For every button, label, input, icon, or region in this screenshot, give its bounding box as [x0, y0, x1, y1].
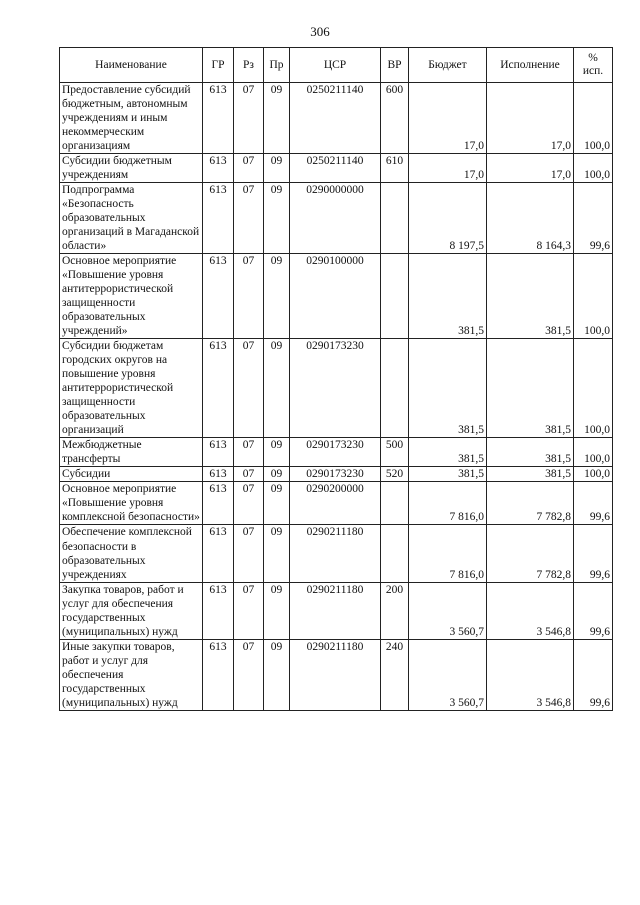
cell-gr: 613: [203, 183, 234, 254]
cell-vr: 600: [381, 83, 409, 154]
cell-pr: 09: [264, 438, 290, 467]
cell-csr: 0290100000: [290, 254, 381, 339]
header-percent-symbol: %: [588, 51, 598, 64]
cell-gr: 613: [203, 639, 234, 710]
header-execution: Исполнение: [487, 48, 574, 83]
cell-budget: 7 816,0: [409, 482, 487, 525]
cell-gr: 613: [203, 467, 234, 482]
cell-budget: 381,5: [409, 254, 487, 339]
header-csr: ЦСР: [290, 48, 381, 83]
table-row: [60, 582, 613, 639]
cell-name: Предоставление субсидий бюджетным, автономным учреждениям и иным некоммерческим организациям: [60, 83, 203, 154]
cell-name: Субсидии: [60, 467, 203, 482]
cell-percent: 99,6: [574, 183, 613, 254]
cell-budget: 381,5: [409, 467, 487, 482]
cell-gr: 613: [203, 582, 234, 639]
table-body: [60, 83, 613, 711]
table-row: [60, 482, 613, 525]
cell-budget: 381,5: [409, 339, 487, 438]
cell-pr: 09: [264, 154, 290, 183]
cell-csr: 0290211180: [290, 582, 381, 639]
cell-percent: 100,0: [574, 83, 613, 154]
cell-budget: 8 197,5: [409, 183, 487, 254]
cell-vr: 500: [381, 438, 409, 467]
cell-pr: 09: [264, 183, 290, 254]
cell-gr: 613: [203, 482, 234, 525]
cell-rz: 07: [234, 339, 264, 438]
table-header-row: [60, 48, 613, 83]
table-row: [60, 438, 613, 467]
cell-name: Закупка товаров, работ и услуг для обеспечения государственных (муниципальных) нужд: [60, 582, 203, 639]
cell-vr: 240: [381, 639, 409, 710]
cell-budget: 17,0: [409, 83, 487, 154]
header-vr: ВР: [381, 48, 409, 83]
cell-execution: 8 164,3: [487, 183, 574, 254]
cell-csr: 0290173230: [290, 339, 381, 438]
header-name: Наименование: [60, 48, 203, 83]
cell-budget: 17,0: [409, 154, 487, 183]
header-gr: ГР: [203, 48, 234, 83]
cell-percent: 100,0: [574, 339, 613, 438]
budget-execution-table: [59, 47, 613, 711]
cell-csr: 0290173230: [290, 438, 381, 467]
cell-gr: 613: [203, 154, 234, 183]
cell-rz: 07: [234, 525, 264, 582]
cell-rz: 07: [234, 254, 264, 339]
cell-gr: 613: [203, 438, 234, 467]
table-row: [60, 154, 613, 183]
cell-pr: 09: [264, 582, 290, 639]
cell-percent: 99,6: [574, 639, 613, 710]
cell-vr: [381, 482, 409, 525]
cell-rz: 07: [234, 83, 264, 154]
cell-csr: 0290211180: [290, 525, 381, 582]
cell-gr: 613: [203, 525, 234, 582]
cell-pr: 09: [264, 525, 290, 582]
cell-csr: 0250211140: [290, 154, 381, 183]
header-rz: Рз: [234, 48, 264, 83]
cell-pr: 09: [264, 83, 290, 154]
cell-name: Субсидии бюджетным учреждениям: [60, 154, 203, 183]
cell-vr: 610: [381, 154, 409, 183]
cell-pr: 09: [264, 639, 290, 710]
header-percent: [574, 48, 613, 83]
cell-execution: 17,0: [487, 154, 574, 183]
cell-pr: 09: [264, 467, 290, 482]
cell-pr: 09: [264, 339, 290, 438]
table-row: [60, 339, 613, 438]
cell-execution: 7 782,8: [487, 482, 574, 525]
page-number: 306: [310, 24, 330, 39]
cell-gr: 613: [203, 83, 234, 154]
cell-execution: 381,5: [487, 339, 574, 438]
cell-execution: 17,0: [487, 83, 574, 154]
cell-percent: 100,0: [574, 154, 613, 183]
cell-csr: 0290211180: [290, 639, 381, 710]
header-budget: Бюджет: [409, 48, 487, 83]
table-row: [60, 639, 613, 710]
cell-name: Межбюджетные трансферты: [60, 438, 203, 467]
cell-name: Субсидии бюджетам городских округов на повышение уровня антитеррористической защищенности образовательных организаций: [60, 339, 203, 438]
cell-vr: [381, 525, 409, 582]
cell-rz: 07: [234, 482, 264, 525]
cell-budget: 3 560,7: [409, 582, 487, 639]
cell-percent: 99,6: [574, 525, 613, 582]
cell-pr: 09: [264, 254, 290, 339]
header-pr: Пр: [264, 48, 290, 83]
cell-name: Иные закупки товаров, работ и услуг для обеспечения государственных (муниципальных) нужд: [60, 639, 203, 710]
cell-execution: 7 782,8: [487, 525, 574, 582]
cell-gr: 613: [203, 339, 234, 438]
cell-vr: [381, 254, 409, 339]
cell-percent: 100,0: [574, 467, 613, 482]
table-row: [60, 525, 613, 582]
cell-csr: 0250211140: [290, 83, 381, 154]
cell-csr: 0290000000: [290, 183, 381, 254]
table-row: [60, 254, 613, 339]
cell-budget: 7 816,0: [409, 525, 487, 582]
header-percent-label: исп.: [582, 65, 604, 77]
cell-name: Основное мероприятие «Повышение уровня комплексной безопасности»: [60, 482, 203, 525]
cell-rz: 07: [234, 639, 264, 710]
cell-percent: 99,6: [574, 582, 613, 639]
cell-csr: 0290200000: [290, 482, 381, 525]
cell-rz: 07: [234, 467, 264, 482]
cell-vr: [381, 183, 409, 254]
cell-vr: 520: [381, 467, 409, 482]
cell-name: Подпрограмма «Безопасность образовательных организаций в Магаданской области»: [60, 183, 203, 254]
cell-rz: 07: [234, 582, 264, 639]
cell-execution: 3 546,8: [487, 639, 574, 710]
cell-execution: 381,5: [487, 438, 574, 467]
table-row: [60, 83, 613, 154]
cell-gr: 613: [203, 254, 234, 339]
cell-rz: 07: [234, 183, 264, 254]
cell-rz: 07: [234, 438, 264, 467]
cell-pr: 09: [264, 482, 290, 525]
cell-vr: [381, 339, 409, 438]
cell-execution: 381,5: [487, 254, 574, 339]
cell-percent: 100,0: [574, 438, 613, 467]
cell-rz: 07: [234, 154, 264, 183]
cell-csr: 0290173230: [290, 467, 381, 482]
table-row: [60, 467, 613, 482]
table-row: [60, 183, 613, 254]
cell-execution: 381,5: [487, 467, 574, 482]
cell-percent: 99,6: [574, 482, 613, 525]
cell-budget: 3 560,7: [409, 639, 487, 710]
cell-vr: 200: [381, 582, 409, 639]
cell-execution: 3 546,8: [487, 582, 574, 639]
cell-percent: 100,0: [574, 254, 613, 339]
cell-name: Основное мероприятие «Повышение уровня антитеррористической защищенности образовательных учреждений»: [60, 254, 203, 339]
cell-name: Обеспечение комплексной безопасности в образовательных учреждениях: [60, 525, 203, 582]
cell-budget: 381,5: [409, 438, 487, 467]
